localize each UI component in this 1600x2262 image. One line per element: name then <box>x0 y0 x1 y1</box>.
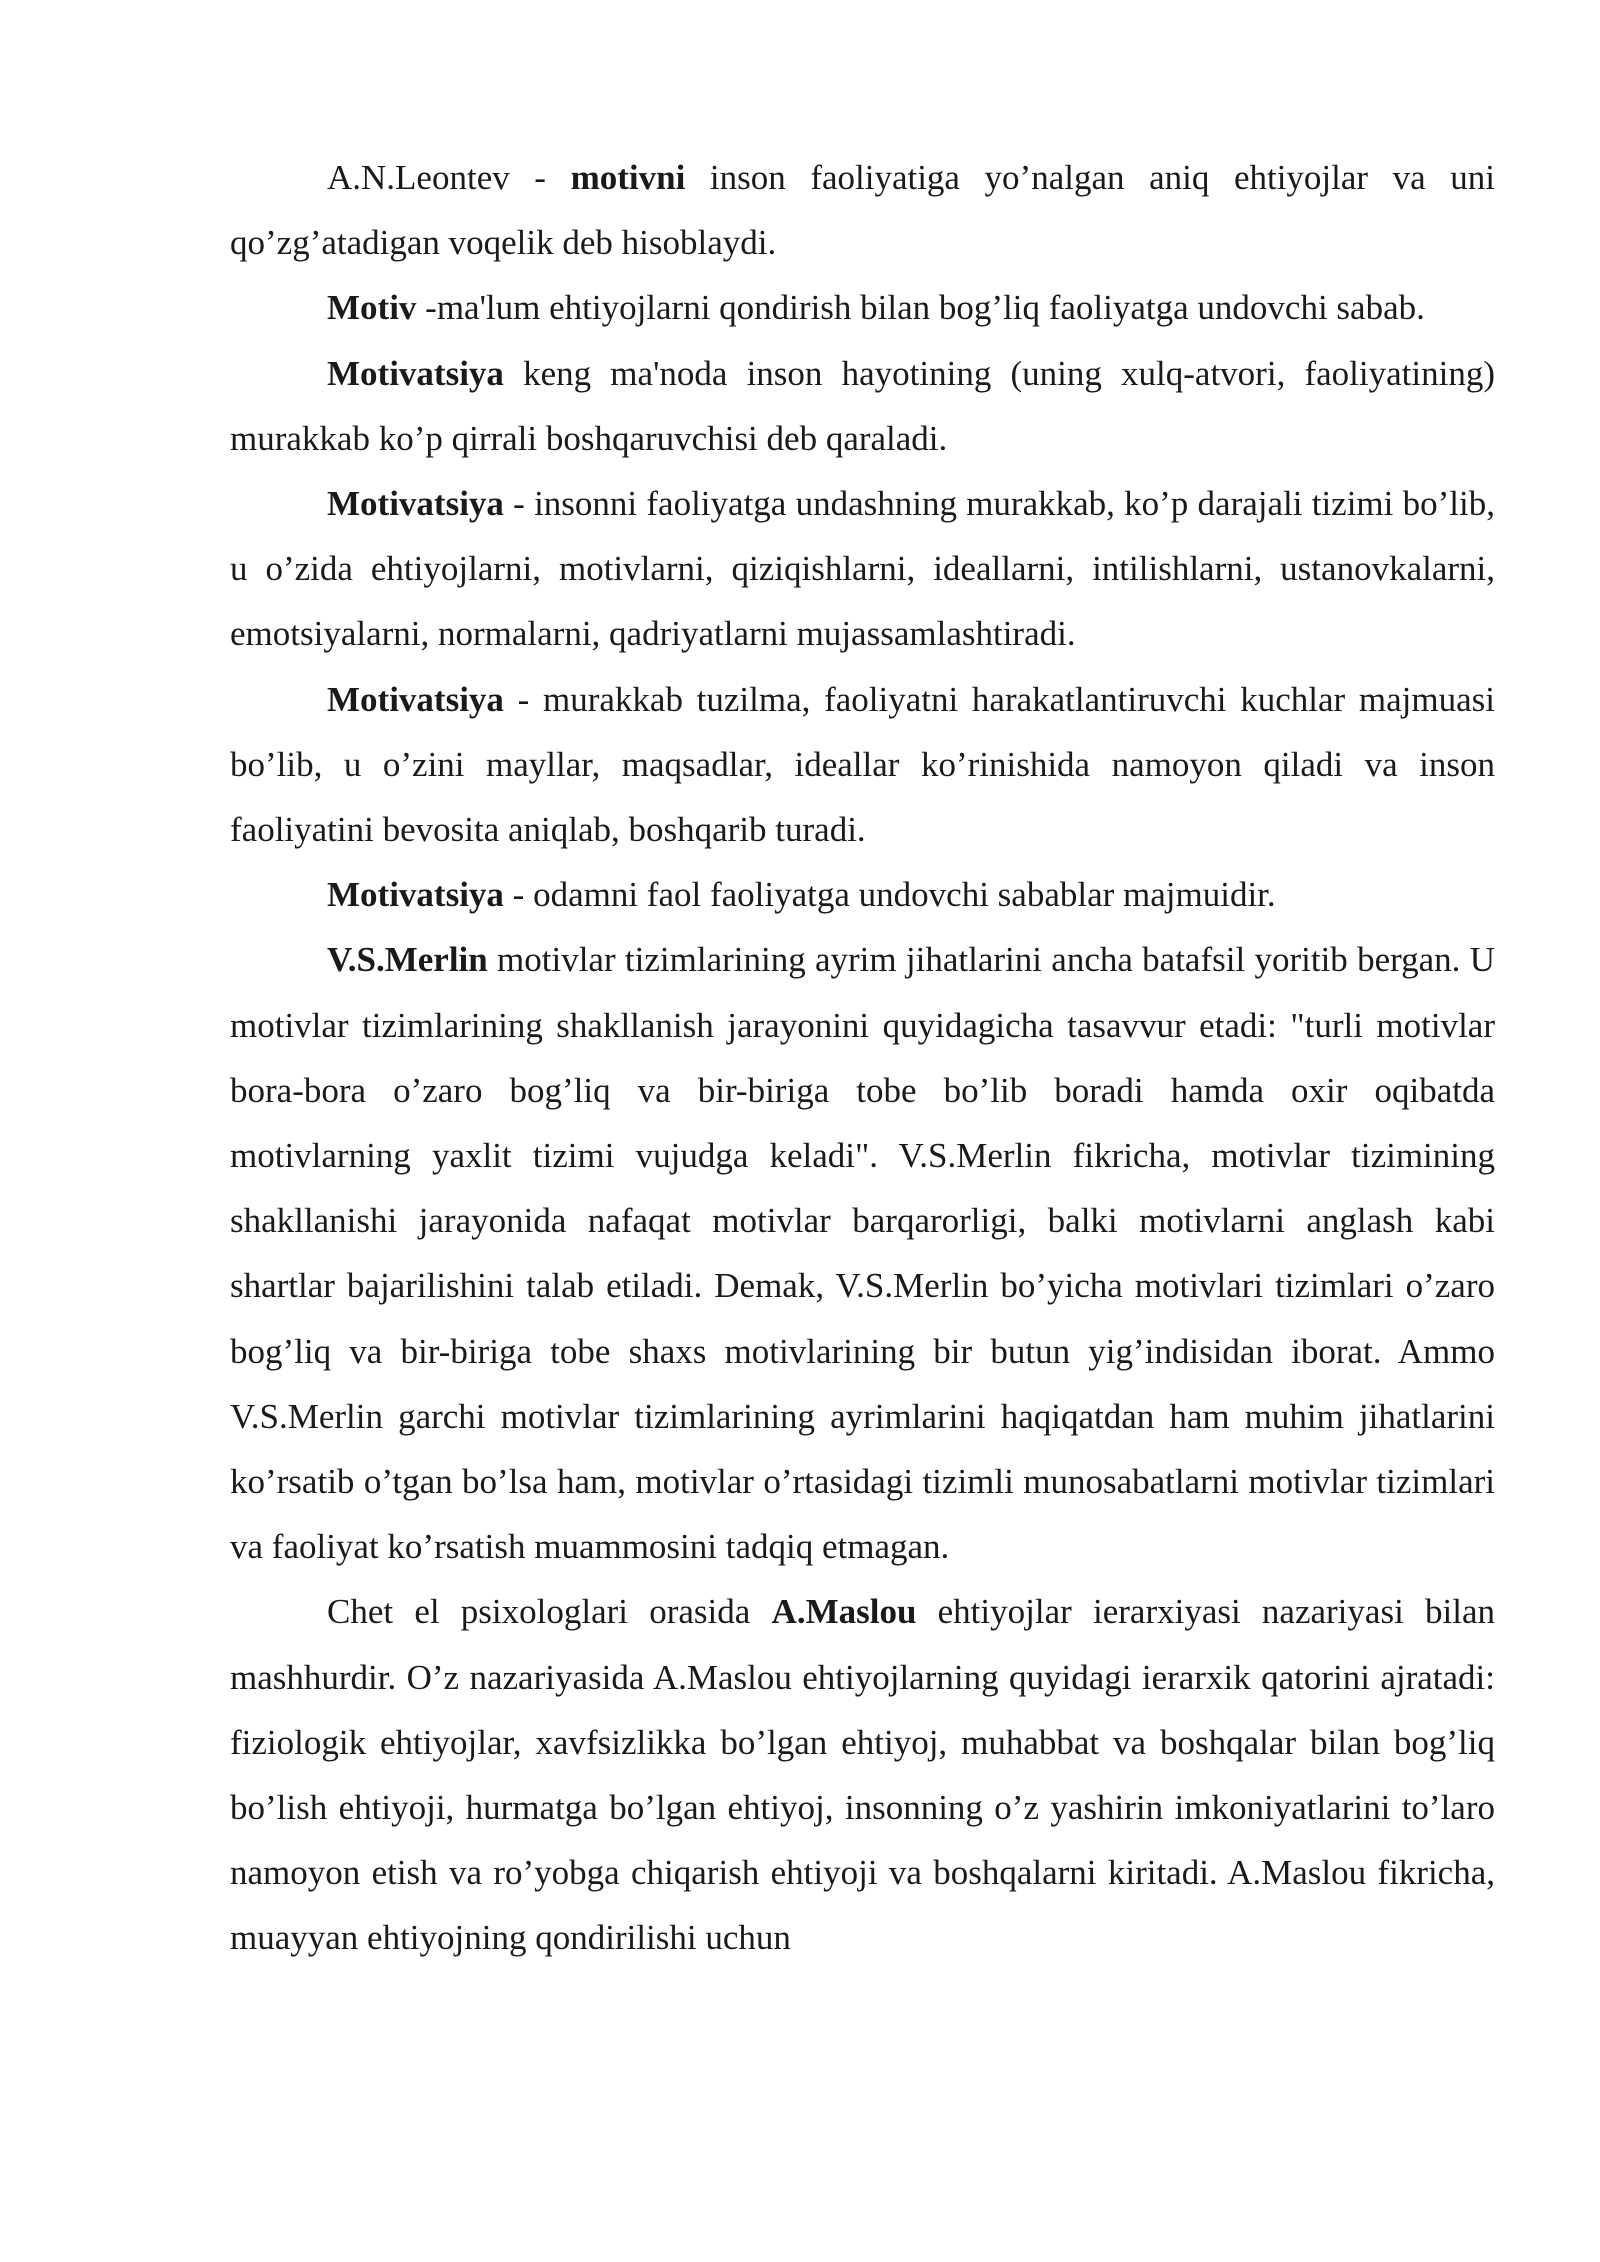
paragraph-leontev <box>230 145 1495 275</box>
paragraph-text: keng ma'noda inson hayotining (uning xulq-atvori, faoliyatining) murakkab ko’p qirrali boshqaruvchisi deb qaraladi. <box>230 353 1495 458</box>
paragraph-text: -ma'lum ehtiyojlarni qondirish bilan bog’liq faoliyatga undovchi sabab. <box>416 288 1425 328</box>
paragraph-lead: Chet el psixologlari orasida <box>327 1592 772 1632</box>
term-maslou: A.Maslou <box>771 1592 917 1632</box>
paragraph-text: - murakkab tuzilma, faoliyatni harakatlantiruvchi kuchlar majmuasi bo’lib, u o’zini mayllar, maqsadlar, ideallar ko’rinishida namoyon qiladi va inson faoliyatini bevosita aniqlab, boshqarib turadi. <box>230 679 1495 850</box>
paragraph-motivatsiya-1 <box>230 341 1495 471</box>
paragraph-merlin <box>230 927 1495 1579</box>
paragraph-text: motivlar tizimlarining ayrim jihatlarini ancha batafsil yoritib bergan. U motivlar tizimlarining shakllanish jarayonini quyidagicha tasavvur etadi: "turli motivlar bora-bora o’zaro bog’liq va bir-biriga tobe bo’lib boradi hamda oxir oqibatda motivlarning yaxlit tizimi vujudga keladi". V.S.Merlin fikricha, motivlar tizimining shakllanishi jarayonida nafaqat motivlar barqarorligi, balki motivlarni anglash kabi shartlar bajarilishini talab etiladi. Demak, V.S.Merlin bo’yicha motivlari tizimlari o’zaro bog’liq va bir-biriga tobe shaxs motivlarining bir butun yig’indisidan iborat. Ammo V.S.Merlin garchi motivlar tizimlarining ayrimlarini haqiqatdan ham muhim jihatlarini ko’rsatib o’tgan bo’lsa ham, motivlar o’rtasidagi tizimli munosabatlarni motivlar tizimlari va faoliyat ko’rsatish muammosini tadqiq etmagan. <box>230 940 1495 1567</box>
term-motiv: Motiv <box>327 288 417 328</box>
term-motivatsiya: Motivatsiya <box>327 484 504 524</box>
term-merlin: V.S.Merlin <box>327 940 488 980</box>
term-motivni: motivni <box>570 158 686 197</box>
paragraph-motivatsiya-3 <box>230 667 1495 863</box>
paragraph-text: inson faoliyatiga yo’nalgan aniq ehtiyojlar va uni qo’zg’atadigan voqelik deb hisoblaydi. <box>230 158 1495 263</box>
paragraph-lead: A.N.Leontev - <box>327 158 571 197</box>
paragraph-motivatsiya-2 <box>230 471 1495 667</box>
term-motivatsiya: Motivatsiya <box>327 353 504 393</box>
term-motivatsiya: Motivatsiya <box>327 875 504 915</box>
paragraph-motiv-definition <box>230 275 1495 340</box>
paragraph-text: ehtiyojlar ierarxiyasi nazariyasi bilan mashhurdir. O’z nazariyasida A.Maslou ehtiyojlarning quyidagi ierarxik qatorini ajratadi: fiziologik ehtiyojlar, xavfsizlikka bo’lgan ehtiyoj, muhabbat va boshqalar bilan bog’liq bo’lish ehtiyoji, hurmatga bo’lgan ehtiyoj, insonning o’z yashirin imkoniyatlarini to’laro namoyon etish va ro’yobga chiqarish ehtiyoji va boshqalarni kiritadi. A.Maslou fikricha, muayyan ehtiyojning qondirilishi uchun <box>230 1592 1495 1958</box>
term-motivatsiya: Motivatsiya <box>327 679 504 719</box>
paragraph-maslou <box>230 1579 1495 1970</box>
paragraph-text: - insonni faoliyatga undashning murakkab, ko’p darajali tizimi bo’lib, u o’zida ehtiyojlarni, motivlarni, qiziqishlarni, ideallarni, intilishlarni, ustanovkalarni, emotsiyalarni, normalarni, qadriyatlarni mujassamlashtiradi. <box>230 484 1495 654</box>
document-page <box>230 145 1495 1971</box>
paragraph-text: - odamni faol faoliyatga undovchi sabablar majmuidir. <box>503 875 1276 915</box>
paragraph-motivatsiya-4 <box>230 862 1495 927</box>
